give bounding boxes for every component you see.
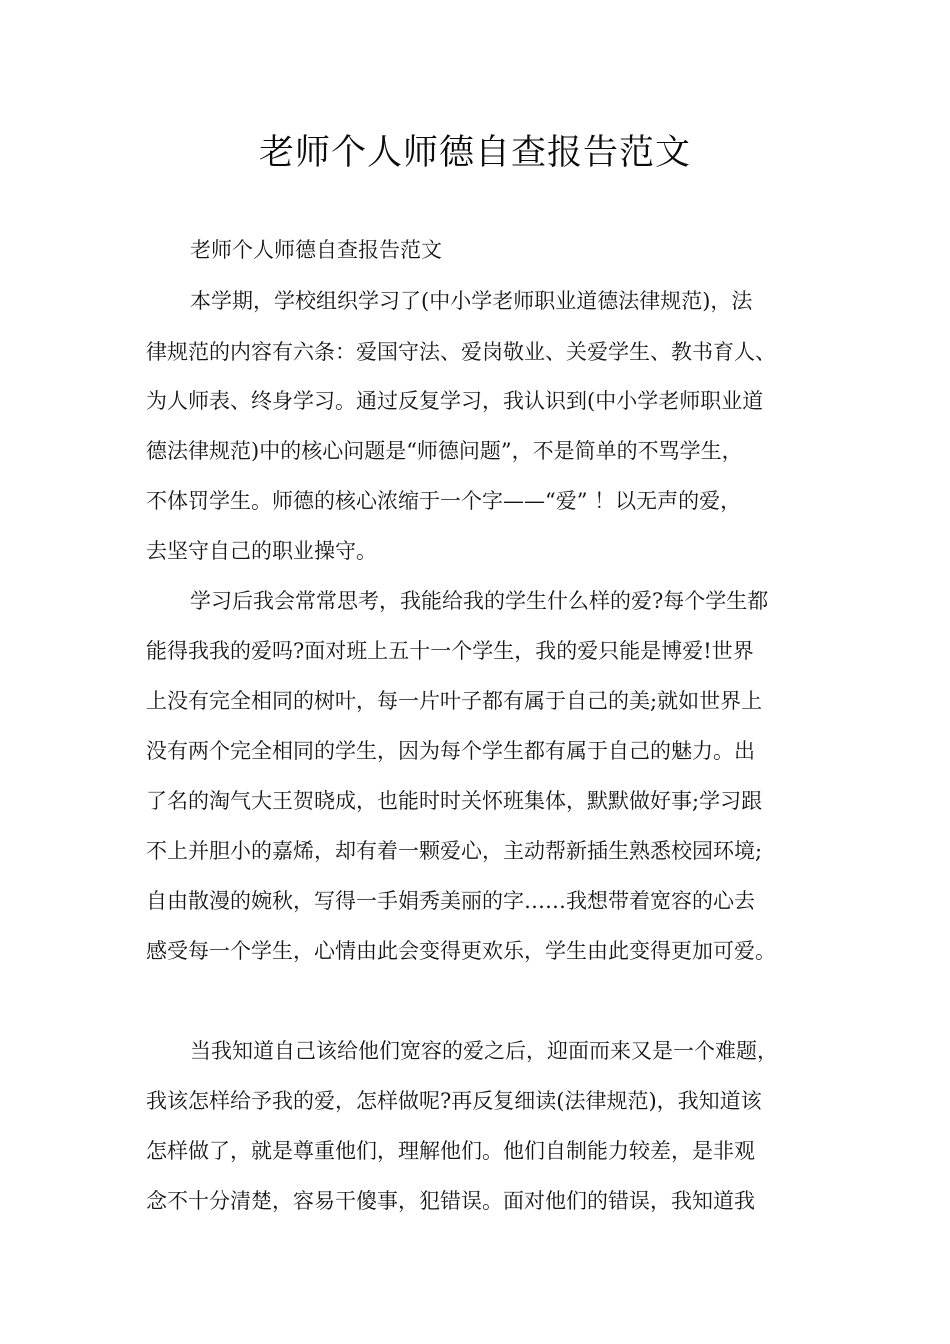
paragraph-line: 我该怎样给予我的爱，怎样做呢?再反复细读(法律规范)，我知道该 [146, 1089, 762, 1113]
paragraph-line: 不上并胆小的嘉烯，却有着一颗爱心，主动帮新插生熟悉校园环境; [146, 839, 763, 863]
paragraph-line: 了名的淘气大王贺晓成，也能时时关怀班集体，默默做好事;学习跟 [146, 789, 763, 813]
paragraph-line: 律规范的内容有六条：爱国守法、爱岗敬业、关爱学生、教书育人、 [146, 340, 776, 364]
paragraph-line: 不体罚学生。师德的核心浓缩于一个字——“爱” ！以无声的爱， [146, 489, 742, 513]
paragraph-line: 念不十分清楚，容易干傻事，犯错误。面对他们的错误，我知道我 [146, 1189, 755, 1213]
paragraph-line: 为人师表、终身学习。通过反复学习，我认识到(中小学老师职业道 [146, 389, 764, 413]
paragraph-line: 上没有完全相同的树叶，每一片叶子都有属于自己的美;就如世界上 [146, 689, 763, 713]
paragraph-line: 怎样做了，就是尊重他们，理解他们。他们自制能力较差，是非观 [146, 1139, 755, 1163]
paragraph-line: 学习后我会常常思考，我能给我的学生什么样的爱?每个学生都 [190, 589, 769, 613]
paragraph-line: 去坚守自己的职业操守。 [146, 539, 377, 563]
paragraph-line: 没有两个完全相同的学生，因为每个学生都有属于自己的魅力。出 [146, 739, 755, 763]
paragraph-line: 当我知道自己该给他们宽容的爱之后，迎面而来又是一个难题， [190, 1039, 778, 1063]
document-title: 老师个人师德自查报告范文 [258, 133, 691, 173]
paragraph-line: 德法律规范)中的核心问题是“师德问题”，不是简单的不骂学生， [146, 439, 743, 463]
paragraph-line: 感受每一个学生，心情由此会变得更欢乐，学生由此变得更加可爱。 [146, 939, 776, 963]
paragraph-line: 自由散漫的婉秋，写得一手娟秀美丽的字……我想带着宽容的心去 [146, 889, 755, 913]
subtitle-line: 老师个人师德自查报告范文 [190, 238, 442, 262]
paragraph-line: 能得我我的爱吗?面对班上五十一个学生，我的爱只能是博爱!世界 [146, 639, 754, 663]
paragraph-line: 本学期，学校组织学习了(中小学老师职业道德法律规范)，法 [190, 289, 753, 313]
